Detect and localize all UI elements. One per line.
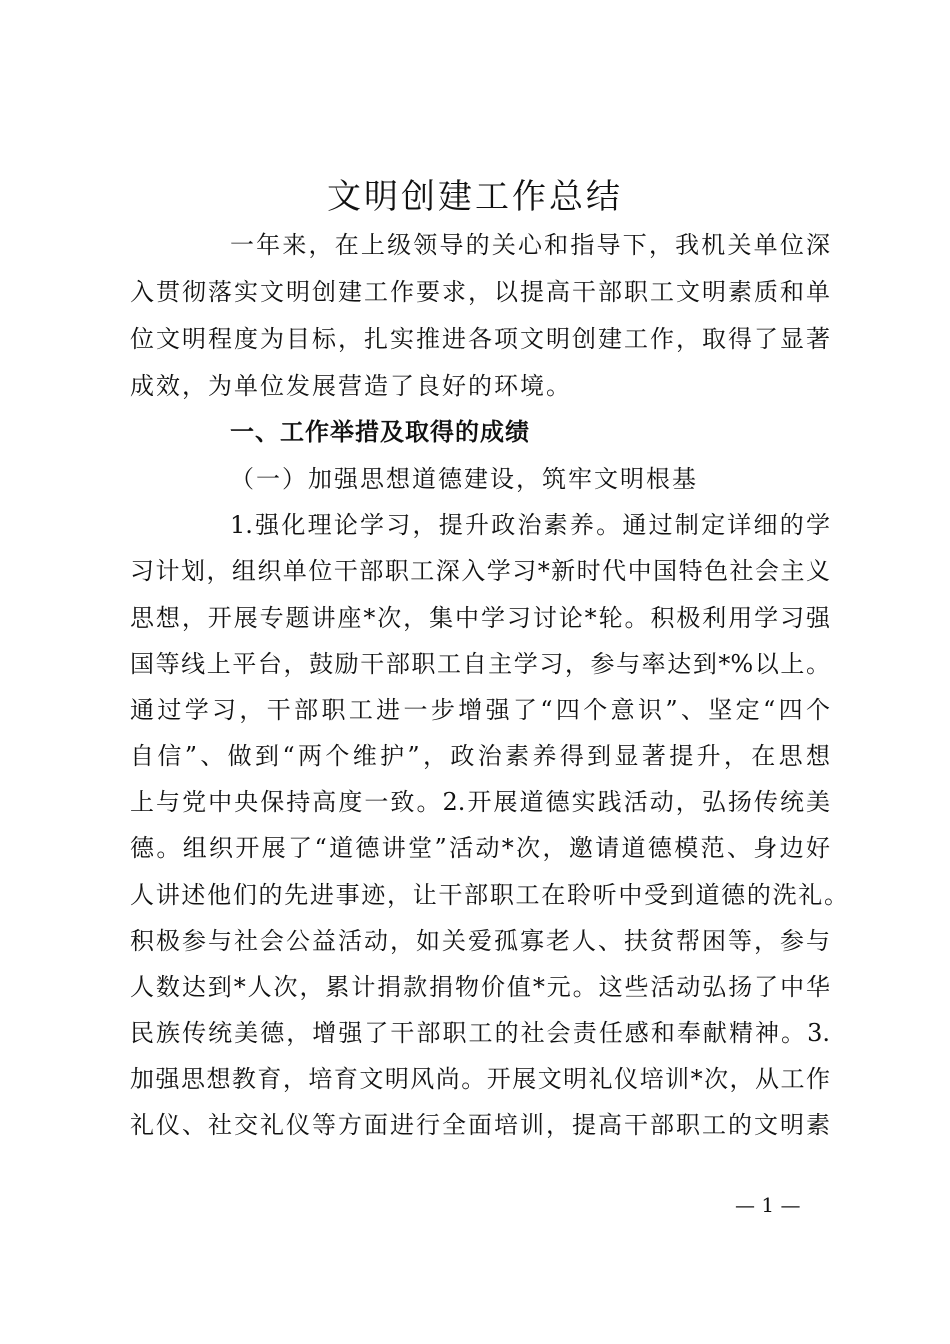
document-title: 文明创建工作总结 <box>327 177 623 217</box>
body-line: 通过学习，干部职工进一步增强了“四个意识”、坚定“四个 <box>130 696 830 724</box>
body-line: 国等线上平台，鼓励干部职工自主学习，参与率达到*%以上。 <box>130 650 830 678</box>
body-line: 自信”、做到“两个维护”，政治素养得到显著提升，在思想 <box>130 742 830 770</box>
body-line: 积极参与社会公益活动，如关爱孤寡老人、扶贫帮困等，参与 <box>130 927 830 955</box>
body-line: 民族传统美德，增强了干部职工的社会责任感和奉献精神。3. <box>130 1019 830 1047</box>
body-line: 人讲述他们的先进事迹，让干部职工在聆听中受到道德的洗礼。 <box>130 881 848 909</box>
body-line: 上与党中央保持高度一致。2.开展道德实践活动，弘扬传统美 <box>130 788 830 816</box>
intro-line: 成效，为单位发展营造了良好的环境。 <box>130 372 572 400</box>
body-line: 思想，开展专题讲座*次，集中学习讨论*轮。积极利用学习强 <box>130 604 830 632</box>
body-line: 礼仪、社交礼仪等方面进行全面培训，提高干部职工的文明素 <box>130 1111 830 1139</box>
subsection-heading: （一）加强思想道德建设，筑牢文明根基 <box>230 465 698 493</box>
intro-line: 一年来，在上级领导的关心和指导下，我机关单位深 <box>230 231 830 259</box>
body-line: 德。组织开展了“道德讲堂”活动*次，邀请道德模范、身边好 <box>130 834 830 862</box>
intro-line: 入贯彻落实文明创建工作要求，以提高干部职工文明素质和单 <box>130 278 830 306</box>
page-number: — 1 — <box>735 1193 801 1217</box>
section-heading: 一、工作举措及取得的成绩 <box>230 417 530 446</box>
body-line: 习计划，组织单位干部职工深入学习*新时代中国特色社会主义 <box>130 557 830 585</box>
intro-line: 位文明程度为目标，扎实推进各项文明创建工作，取得了显著 <box>130 325 830 353</box>
body-line: 1.强化理论学习，提升政治素养。通过制定详细的学 <box>230 511 830 539</box>
body-line: 人数达到*人次，累计捐款捐物价值*元。这些活动弘扬了中华 <box>130 973 830 1001</box>
body-line: 加强思想教育，培育文明风尚。开展文明礼仪培训*次，从工作 <box>130 1065 830 1093</box>
